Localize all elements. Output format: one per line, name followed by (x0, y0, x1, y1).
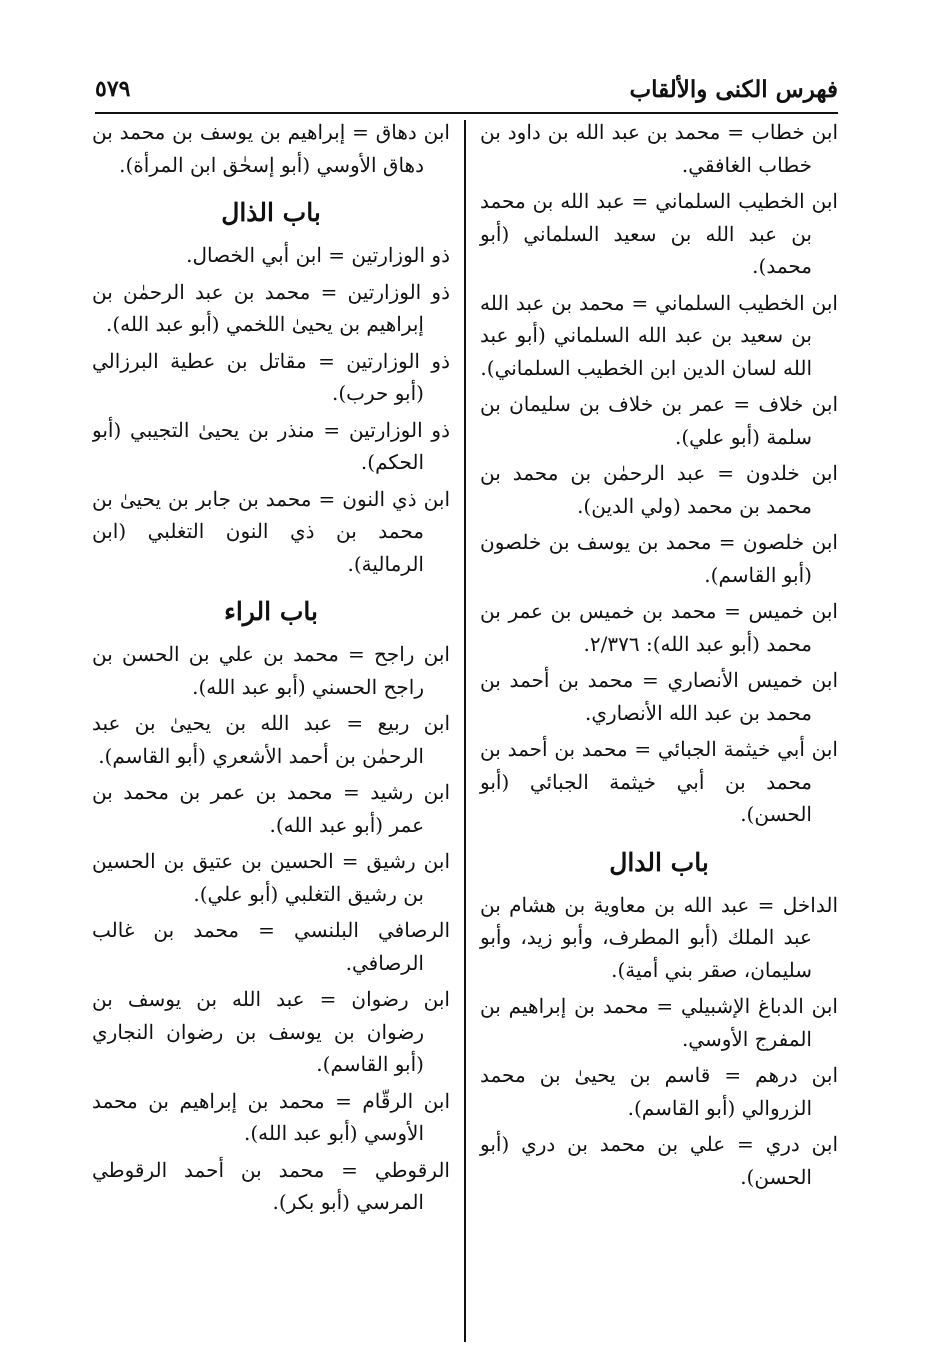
index-entry: ابن رشيق = الحسين بن عتيق بن الحسين بن رشيق التغلبي (أبو علي). (92, 849, 450, 906)
index-entry: الرصافي البلنسي = محمد بن غالب الرصافي. (92, 918, 450, 975)
left-column (92, 116, 464, 1348)
index-entry: ابن دهاق = إبراهيم بن يوسف بن محمد بن دهاق الأوسي (أبو إسحٰق ابن المرأة). (92, 120, 450, 177)
index-entry: ذو الوزارتين = منذر بن يحيىٰ التجيبي (أبو الحكم). (92, 417, 450, 474)
index-entry: ابن خلدون = عبد الرحمٰن بن محمد بن محمد بن محمد (ولي الدين). (480, 461, 838, 518)
index-entry: ابن درهم = قاسم بن يحيىٰ بن محمد الزروالي (أبو القاسم). (480, 1063, 838, 1120)
index-entry: ابن ربيع = عبد الله بن يحيىٰ بن عبد الرحمٰن بن أحمد الأشعري (أبو القاسم). (92, 711, 450, 768)
index-entry: ابن أبي خيثمة الجبائي = محمد بن أحمد بن محمد بن أبي خيثمة الجبائي (أبو الحسن). (480, 737, 838, 826)
page-header (95, 66, 838, 114)
two-column-body (92, 116, 838, 1348)
section-heading: باب الدال (609, 847, 709, 877)
right-column (466, 116, 838, 1348)
index-entry: ابن خطاب = محمد بن عبد الله بن داود بن خطاب الغافقي. (480, 120, 838, 177)
index-entry: ابن خميس الأنصاري = محمد بن أحمد بن محمد بن عبد الله الأنصاري. (480, 668, 838, 725)
index-entry: ابن رشيد = محمد بن عمر بن محمد بن عمر (أبو عبد الله). (92, 780, 450, 837)
index-entry: الرقوطي = محمد بن أحمد الرقوطي المرسي (أبو بكر). (92, 1157, 450, 1214)
index-entry: ابن خلاف = عمر بن خلاف بن سليمان بن سلمة (أبو علي). (480, 392, 838, 449)
index-entry: الداخل = عبد الله بن معاوية بن هشام بن عبد الملك (أبو المطرف، وأبو زيد، وأبو سليمان، صقر بني أمية). (480, 892, 838, 982)
column-divider (464, 120, 466, 1342)
index-entry: ابن خميس = محمد بن خميس بن عمر بن محمد (أبو عبد الله): ٢/٣٧٦. (480, 599, 838, 656)
index-entry: ابن الخطيب السلماني = عبد الله بن محمد بن عبد الله بن سعيد السلماني (أبو محمد). (480, 189, 838, 278)
index-entry: ابن خلصون = محمد بن يوسف بن خلصون (أبو القاسم). (480, 530, 838, 587)
section-heading: باب الذال (221, 198, 321, 227)
index-entry: ابن دري = علي بن محمد بن دري (أبو الحسن). (480, 1132, 838, 1189)
index-entry: ابن الدباغ الإشبيلي = محمد بن إبراهيم بن المفرج الأوسي. (480, 994, 838, 1051)
running-title: فهرس الكنى والألقاب (629, 75, 838, 103)
page-number: ٥٧٩ (95, 76, 131, 102)
index-entry: ذو الوزارتين = مقاتل بن عطية البرزالي (أبو حرب). (92, 348, 450, 405)
index-entry: ابن رضوان = عبد الله بن يوسف بن رضوان بن يوسف بن رضوان النجاري (أبو القاسم). (92, 987, 450, 1076)
index-entry: ذو الوزارتين = ابن أبي الخصال. (186, 243, 450, 267)
index-entry: ابن الخطيب السلماني = محمد بن عبد الله بن سعيد بن عبد الله السلماني (أبو عبد الله لسان الدين ابن الخطيب السلماني). (480, 290, 838, 380)
index-entry: ذو الوزارتين = محمد بن عبد الرحمٰن بن إبراهيم بن يحيىٰ اللخمي (أبو عبد الله). (92, 279, 450, 336)
index-entry: ابن ذي النون = محمد بن جابر بن يحيىٰ بن محمد بن ذي النون التغلبي (ابن الرمالية). (92, 486, 450, 576)
section-heading: باب الراء (224, 597, 318, 626)
index-entry: ابن الرقّام = محمد بن إبراهيم بن محمد الأوسي (أبو عبد الله). (92, 1088, 450, 1145)
index-entry: ابن راجح = محمد بن علي بن الحسن بن راجح الحسني (أبو عبد الله). (92, 642, 450, 699)
